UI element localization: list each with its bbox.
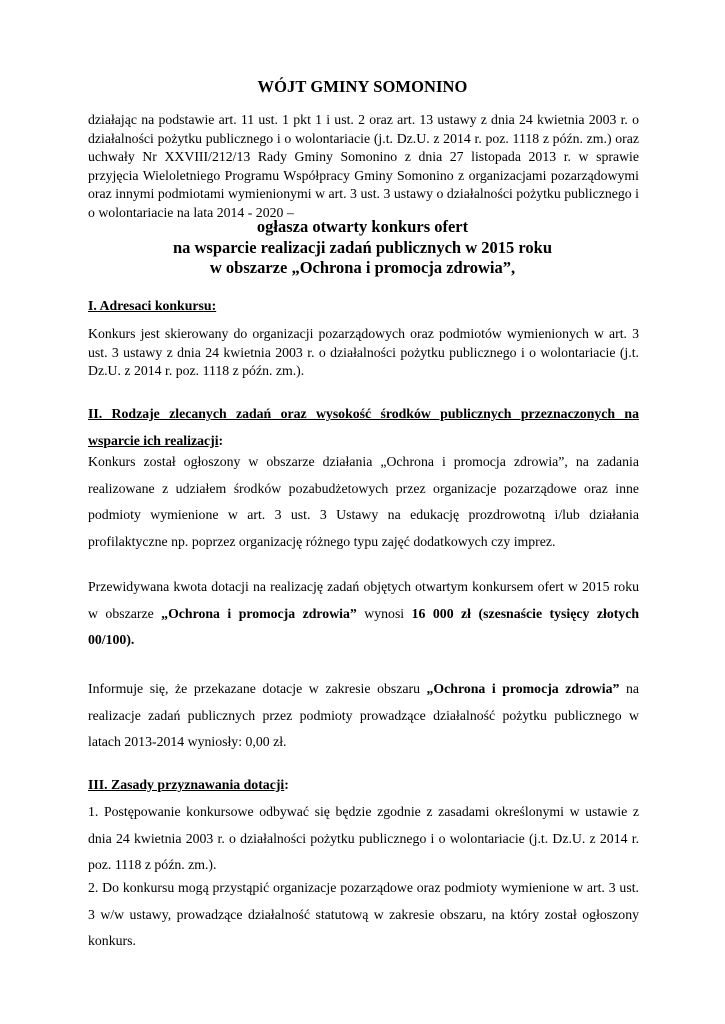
section-2-paragraph-3 <box>88 676 639 756</box>
section-3-item-1: 1. Postępowanie konkursowe odbywać się będzie zgodnie z zasadami określonymi w ustawie z dnia 24 kwietnia 2003 r. o działalności pożytku publicznego i o wolontariacie (j.t. Dz.U. z 2014 r. poz. 1118 z późn. zm.). <box>88 804 639 872</box>
section-2-heading-text: II. Rodzaje zlecanych zadań oraz wysokość środków publicznych przeznaczonych na wsparcie ich realizacji <box>88 406 639 448</box>
section-3-item-2: 2. Do konkursu mogą przystąpić organizacje pozarządowe oraz podmioty wymienione w art. 3 ust. 3 w/w ustawy, prowadzące działalność statutową w zakresie obszaru, na który został ogłoszony konkurs. <box>88 880 639 948</box>
section-2-heading <box>88 401 639 454</box>
section-1-text: Konkurs jest skierowany do organizacji pozarządowych oraz podmiotów wymienionych w art. 3 ust. 3 ustawy z dnia 24 kwietnia 2003 r. o działalności pożytku publicznego i o wolontariacie (j.t. Dz.U. z 2014 r. poz. 1118 z późn. zm.). <box>88 326 639 379</box>
p3-text-a: Informuje się, że przekazane dotacje w zakresie obszaru <box>88 681 427 696</box>
document-title: WÓJT GMINY SOMONINO <box>257 77 468 96</box>
p3-area-name: „Ochrona i promocja zdrowia” <box>426 681 620 696</box>
section-3-heading <box>88 777 289 793</box>
p2-text-c: wynosi <box>356 605 412 621</box>
section-3-heading-colon: : <box>284 777 289 792</box>
p2-text-a: Przewidywana kwota dotacji na realizację zadań objętych otwartym konkursem ofert w 2015 roku w obszarze <box>88 579 639 621</box>
section-1-heading-text: I. Adresaci konkursu: <box>88 298 217 313</box>
section-2-paragraph-1: Konkurs został ogłoszony w obszarze działania „Ochrona i promocja zdrowia”, na zadania realizowane z udziałem środków pozabudżetowych przez organizacje pozarządowe oraz inne podmioty wymienione w art. 3 ust. 3 Ustawy na edukację prozdrowotną i/lub działania profilaktyczne np. poprzez organizację różnego typu zajęć dodatkowych czy imprez. <box>88 454 639 549</box>
p2-amount: 16 000 zł (szesnaście tysięcy złotych 00/100). <box>88 605 640 647</box>
p2-area-name: „Ochrona i promocja zdrowia” <box>161 605 357 621</box>
section-3-heading-text: III. Zasady przyznawania dotacji <box>88 777 285 792</box>
section-1-heading <box>88 298 216 314</box>
announcement-line-2: na wsparcie realizacji zadań publicznych w 2015 roku <box>172 237 553 257</box>
announcement-line-3: w obszarze „Ochrona i promocja zdrowia”, <box>209 258 516 277</box>
announcement <box>0 217 725 279</box>
section-2-heading-colon: : <box>218 432 224 448</box>
announcement-line-1: ogłasza otwarty konkurs ofert <box>256 217 469 236</box>
section-2-paragraph-2 <box>88 574 639 654</box>
intro-paragraph: działając na podstawie art. 11 ust. 1 pkt 1 i ust. 2 oraz art. 13 ustawy z dnia 24 kwietnia 2003 r. o działalności pożytku publicznego i o wolontariacie (j.t. Dz.U. z 2014 r. poz. 1118 z późn. zm.) oraz uchwały Nr XXVIII/212/13 Rady Gminy Somonino z dnia 27 listopada 2013 r. w sprawie przyjęcia Wieloletniego Programu Współpracy Gminy Somonino z organizacjami pozarządowymi oraz innymi podmiotami wymienionymi w art. 3 ust. 3 ustawy o działalności pożytku publicznego i o wolontariacie na lata 2014 - 2020 – <box>88 112 639 220</box>
p3-text-c: na realizacje zadań publicznych przez podmioty prowadzące działalność pożytku publicznego w latach 2013-2014 wyniosły: 0,00 zł. <box>88 681 639 749</box>
